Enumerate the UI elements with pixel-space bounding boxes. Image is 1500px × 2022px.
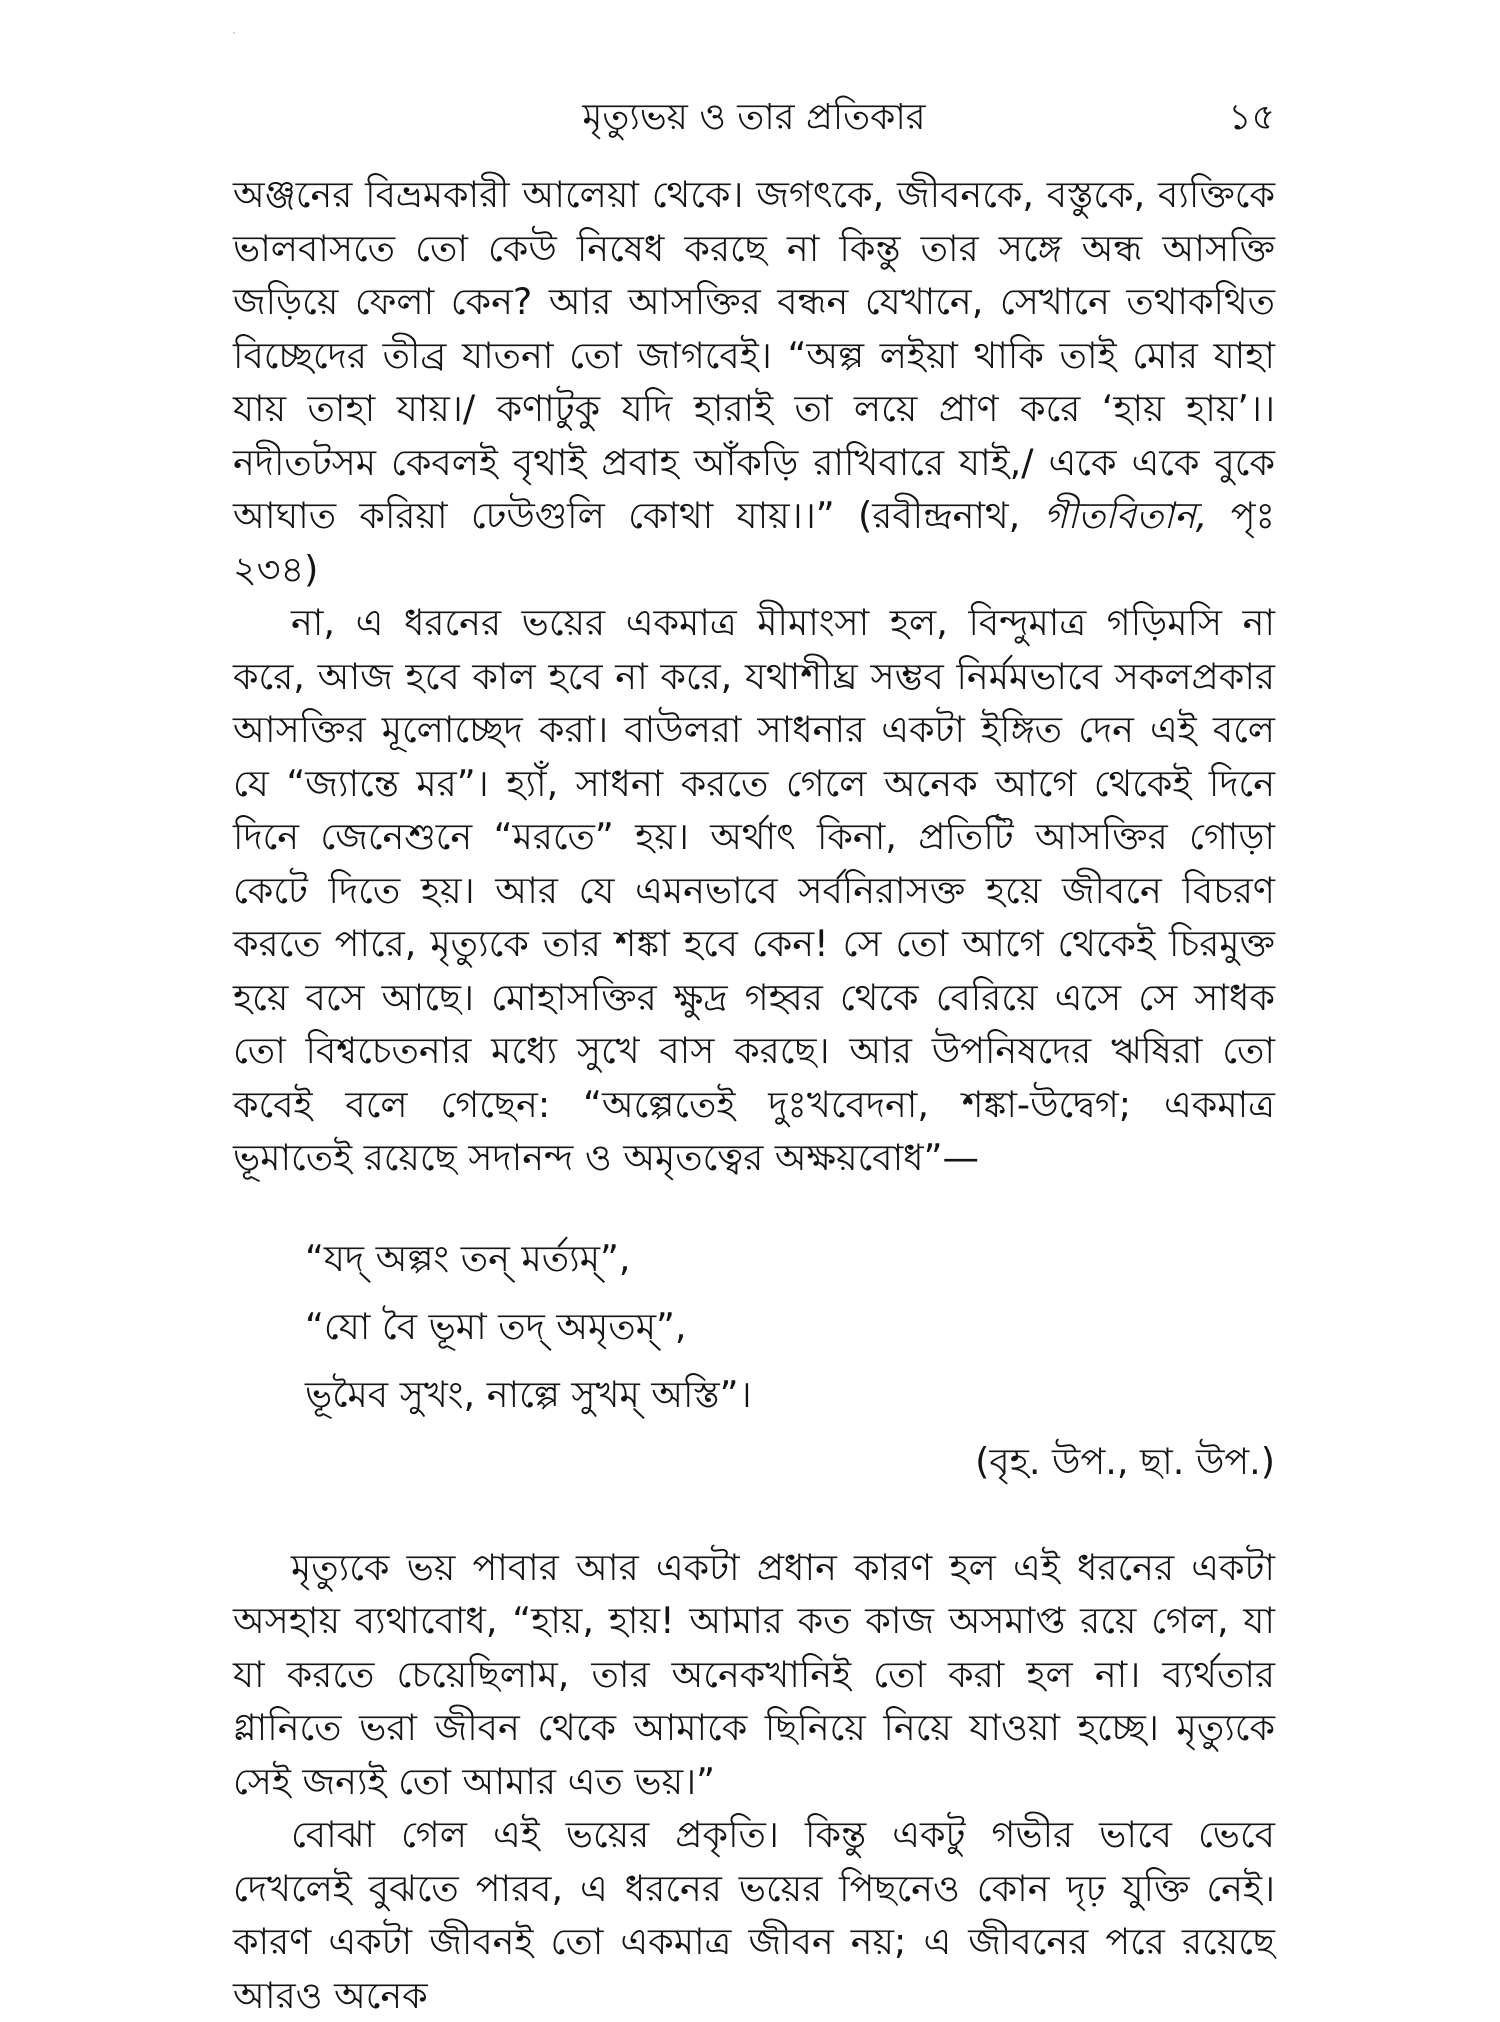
body-text <box>233 168 1275 2022</box>
verse-line: ভূমৈব সুখং, নাল্পে সুখম্‌ অস্তি”। <box>305 1372 752 1416</box>
page-number: ১৫ <box>1228 97 1275 138</box>
verse-block <box>305 1225 1275 1429</box>
verse-citation: (বৃহ. উপ., ছা. উপ.) <box>975 1439 1275 1483</box>
paragraph-1-page-ref: পৃঃ ২৩৪) <box>233 494 1275 591</box>
chapter-title: মৃত্যুভয় ও তার প্রতিকার <box>582 97 926 138</box>
paragraph-1-text: অঞ্জনের বিভ্রমকারী আলেয়া থেকে। জগৎকে, জীবনকে, বস্তুকে, ব্যক্তিকে ভালবাসতে তো কেউ নিষেধ করছে না কিন্তু তার সঙ্গে অন্ধ আসক্তি জড়িয়ে ফেলা কেন? আর আসক্তির বন্ধন যেখানে, সেখানে তথাকথিত বিচ্ছেদের তীব্র যাতনা তো জাগবেই। “অল্প লইয়া থাকি তাই মোর যাহা যায় তাহা যায়।/ কণাটুকু যদি হারাই তা লয়ে প্রাণ করে ‘হায় হায়’।। নদীতটসম কেবলই বৃথাই প্রবাহ আঁকড়ি রাখিবারে যাই,/ একে একে বুকে আঘাত করিয়া ঢেউগুলি কোথা যায়।।” (রবীন্দ্রনাথ, <box>233 173 1275 537</box>
verse-line: “যদ্‌ অল্পং তন্‌ মর্ত্যম্‌”, <box>305 1236 631 1280</box>
paper-speck <box>233 32 235 34</box>
paragraph-4: বোঝা গেল এই ভয়ের প্রকৃতি। কিন্তু একটু গভীর ভাবে ভেবে দেখলেই বুঝতে পারব, এ ধরনের ভয়ের পিছনেও কোন দৃঢ় যুক্তি নেই। কারণ একটা জীবনই তো একমাত্র জীবন নয়; এ জীবনের পরে রয়েছে আরও অনেক <box>233 1813 1275 2017</box>
work-title: গীতবিতান, <box>1043 494 1208 537</box>
paragraph-3: মৃত্যুকে ভয় পাবার আর একটা প্রধান কারণ হল এই ধরনের একটা অসহায় ব্যথাবোধ, “হায়, হায়! আমার কত কাজ অসমাপ্ত রয়ে গেল, যা যা করতে চেয়েছিলাম, তার অনেকখানিই তো করা হল না। ব্যর্থতার গ্লানিতে ভরা জীবন থেকে আমাকে ছিনিয়ে নিয়ে যাওয়া হচ্ছে। মৃত্যুকে সেই জন্যই তো আমার এত ভয়।” <box>233 1545 1275 1803</box>
paragraph-1 <box>233 168 1275 596</box>
paragraph-2: না, এ ধরনের ভয়ের একমাত্র মীমাংসা হল, বিন্দুমাত্র গড়িমসি না করে, আজ হবে কাল হবে না করে, যথাশীঘ্র সম্ভব নির্মমভাবে সকলপ্রকার আসক্তির মূলোচ্ছেদ করা। বাউলরা সাধনার একটা ইঙ্গিত দেন এই বলে যে “জ্যান্তে মর”। হ্যাঁ, সাধনা করতে গেলে অনেক আগে থেকেই দিনে দিনে জেনেশুনে “মরতে” হয়। অর্থাৎ কিনা, প্রতিটি আসক্তির গোড়া কেটে দিতে হয়। আর যে এমনভাবে সর্বনিরাসক্ত হয়ে জীবনে বিচরণ করতে পারে, মৃত্যুকে তার শঙ্কা হবে কেন! সে তো আগে থেকেই চিরমুক্ত হয়ে বসে আছে। মোহাসক্তির ক্ষুদ্র গহ্বর থেকে বেরিয়ে এসে সে সাধক তো বিশ্বচেতনার মধ্যে সুখে বাস করছে। আর উপনিষদের ঋষিরা তো কবেই বলে গেছেন: “অল্পেতেই দুঃখবেদনা, শঙ্কা-উদ্বেগ; একমাত্র ভূমাতেই রয়েছে সদানন্দ ও অমৃতত্বের অক্ষয়বোধ”— <box>233 601 1275 1179</box>
verse-line: “যো বৈ ভূমা তদ্‌ অমৃতম্‌”, <box>305 1304 687 1348</box>
running-header <box>233 92 1275 152</box>
